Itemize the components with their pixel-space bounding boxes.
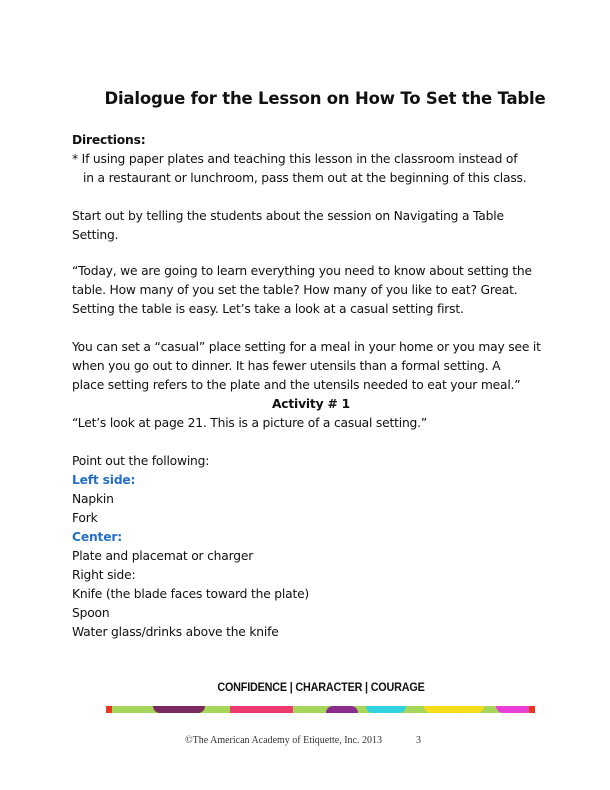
- list-item: Fork: [72, 511, 98, 525]
- activity-heading: Activity # 1: [271, 397, 351, 411]
- right-side-heading: Right side:: [72, 568, 136, 582]
- page-title: Dialogue for the Lesson on How To Set the Table: [104, 89, 546, 108]
- directions-line: in a restaurant or lunchroom, pass them out at the beginning of this class.: [83, 171, 527, 185]
- decorative-color-band: [106, 706, 535, 713]
- list-item: Knife (the blade faces toward the plate): [72, 587, 310, 601]
- paragraph-line: Setting the table is easy. Let’s take a look at a casual setting first.: [72, 302, 464, 316]
- list-item: Water glass/drinks above the knife: [72, 625, 279, 639]
- page-number: 3: [416, 735, 421, 746]
- paragraph-line: place setting refers to the plate and the utensils needed to eat your meal.”: [72, 378, 521, 392]
- directions-heading: Directions:: [72, 133, 146, 147]
- center-heading: Center:: [72, 530, 122, 544]
- list-item: Napkin: [72, 492, 114, 506]
- copyright: ©The American Academy of Etiquette, Inc. 2013: [185, 735, 382, 746]
- paragraph-line: Setting.: [72, 228, 119, 242]
- paragraph-line: Start out by telling the students about the session on Navigating a Table: [72, 209, 504, 223]
- paragraph-line: table. How many of you set the table? How many of you like to eat? Great.: [72, 283, 518, 297]
- paragraph-line: when you go out to dinner. It has fewer utensils than a formal setting. A: [72, 359, 501, 373]
- list-item: Plate and placemat or charger: [72, 549, 254, 563]
- motto: CONFIDENCE | CHARACTER | COURAGE: [217, 680, 425, 694]
- point-out-label: Point out the following:: [72, 454, 210, 468]
- directions-line: * If using paper plates and teaching this lesson in the classroom instead of: [72, 152, 518, 166]
- paragraph-line: “Today, we are going to learn everything you need to know about setting the: [72, 264, 532, 278]
- paragraph-line: “Let’s look at page 21. This is a picture of a casual setting.”: [72, 416, 428, 430]
- left-side-heading: Left side:: [72, 473, 136, 487]
- list-item: Spoon: [72, 606, 110, 620]
- paragraph-line: You can set a “casual” place setting for a meal in your home or you may see it: [72, 340, 541, 354]
